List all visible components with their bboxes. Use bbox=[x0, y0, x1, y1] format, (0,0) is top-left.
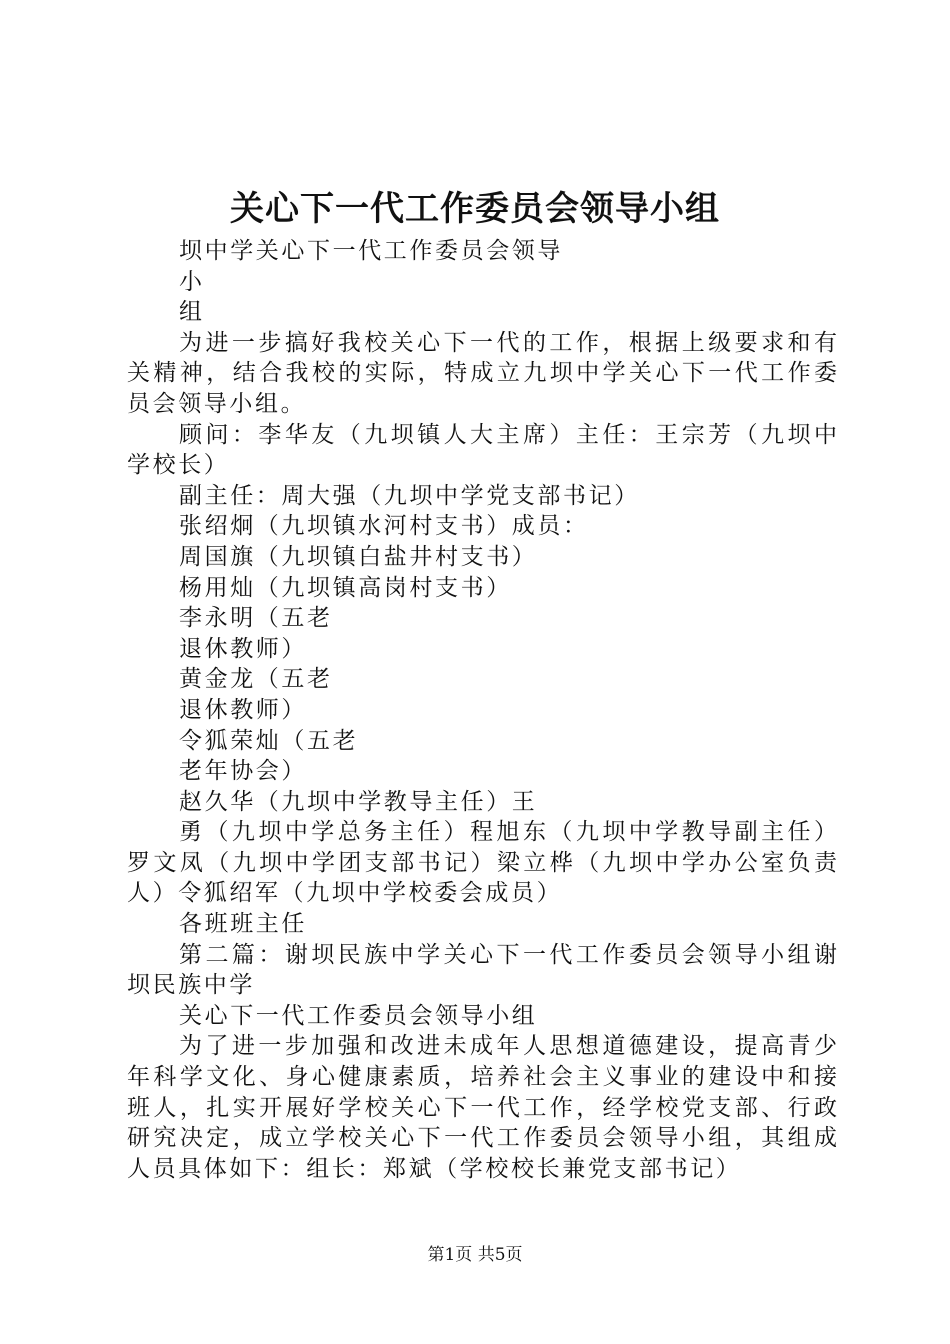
text-line: 张绍炯（九坝镇水河村支书）成员： bbox=[179, 513, 589, 540]
text-line: 各班班主任 bbox=[179, 911, 307, 938]
text-line: 赵久华（九坝中学教导主任）王 bbox=[179, 788, 538, 815]
text-line: 顾问：李华友（九坝镇人大主席）主任：王宗芳（九坝中 bbox=[179, 421, 837, 448]
text-line: 研究决定，成立学校关心下一代工作委员会领导小组，其组成 bbox=[127, 1125, 837, 1152]
text-line: 坝中学关心下一代工作委员会领导 bbox=[179, 238, 563, 264]
text-line: 年科学文化、身心健康素质，培养社会主义事业的建设中和接 bbox=[127, 1064, 837, 1091]
text-line: 黄金龙（五老 bbox=[179, 666, 333, 693]
text-line: 第二篇：谢坝民族中学关心下一代工作委员会领导小组谢 bbox=[179, 941, 837, 968]
text-line: 学校长） bbox=[127, 452, 230, 479]
text-line: 老年协会） bbox=[179, 758, 307, 785]
text-line: 人员具体如下：组长：郑斌（学校校长兼党支部书记） bbox=[127, 1155, 742, 1182]
text-line: 杨用灿（九坝镇高岗村支书） bbox=[179, 574, 512, 601]
text-line: 副主任：周大强（九坝中学党支部书记） bbox=[179, 482, 640, 509]
text-line: 退休教师） bbox=[179, 696, 307, 723]
text-line: 关精神，结合我校的实际，特成立九坝中学关心下一代工作委 bbox=[127, 360, 837, 387]
text-line: 员会领导小组。 bbox=[127, 390, 307, 417]
text-line: 李永明（五老 bbox=[179, 605, 333, 632]
text-line: 周国旗（九坝镇白盐井村支书） bbox=[179, 543, 538, 570]
document-title: 关心下一代工作委员会领导小组 bbox=[230, 189, 720, 229]
text-line: 人）令狐绍军（九坝中学校委会成员） bbox=[127, 880, 563, 907]
text-line: 为了进一步加强和改进未成年人思想道德建设，提高青少 bbox=[179, 1033, 837, 1060]
text-line: 勇（九坝中学总务主任）程旭东（九坝中学教导副主任） bbox=[179, 819, 837, 846]
text-line: 班人，扎实开展好学校关心下一代工作，经学校党支部、行政 bbox=[127, 1094, 837, 1121]
page-number: 第1页 共5页 bbox=[427, 1245, 523, 1265]
text-line: 组 bbox=[179, 299, 205, 326]
text-line: 小 bbox=[179, 268, 205, 295]
text-line: 罗文凤（九坝中学团支部书记）梁立桦（九坝中学办公室负责 bbox=[127, 849, 837, 876]
document-body bbox=[127, 236, 837, 1184]
text-line: 退休教师） bbox=[179, 635, 307, 662]
text-line: 关心下一代工作委员会领导小组 bbox=[179, 1002, 538, 1029]
text-line: 坝民族中学 bbox=[127, 972, 255, 999]
text-line: 令狐荣灿（五老 bbox=[179, 727, 359, 754]
text-line: 为进一步搞好我校关心下一代的工作，根据上级要求和有 bbox=[179, 329, 837, 356]
